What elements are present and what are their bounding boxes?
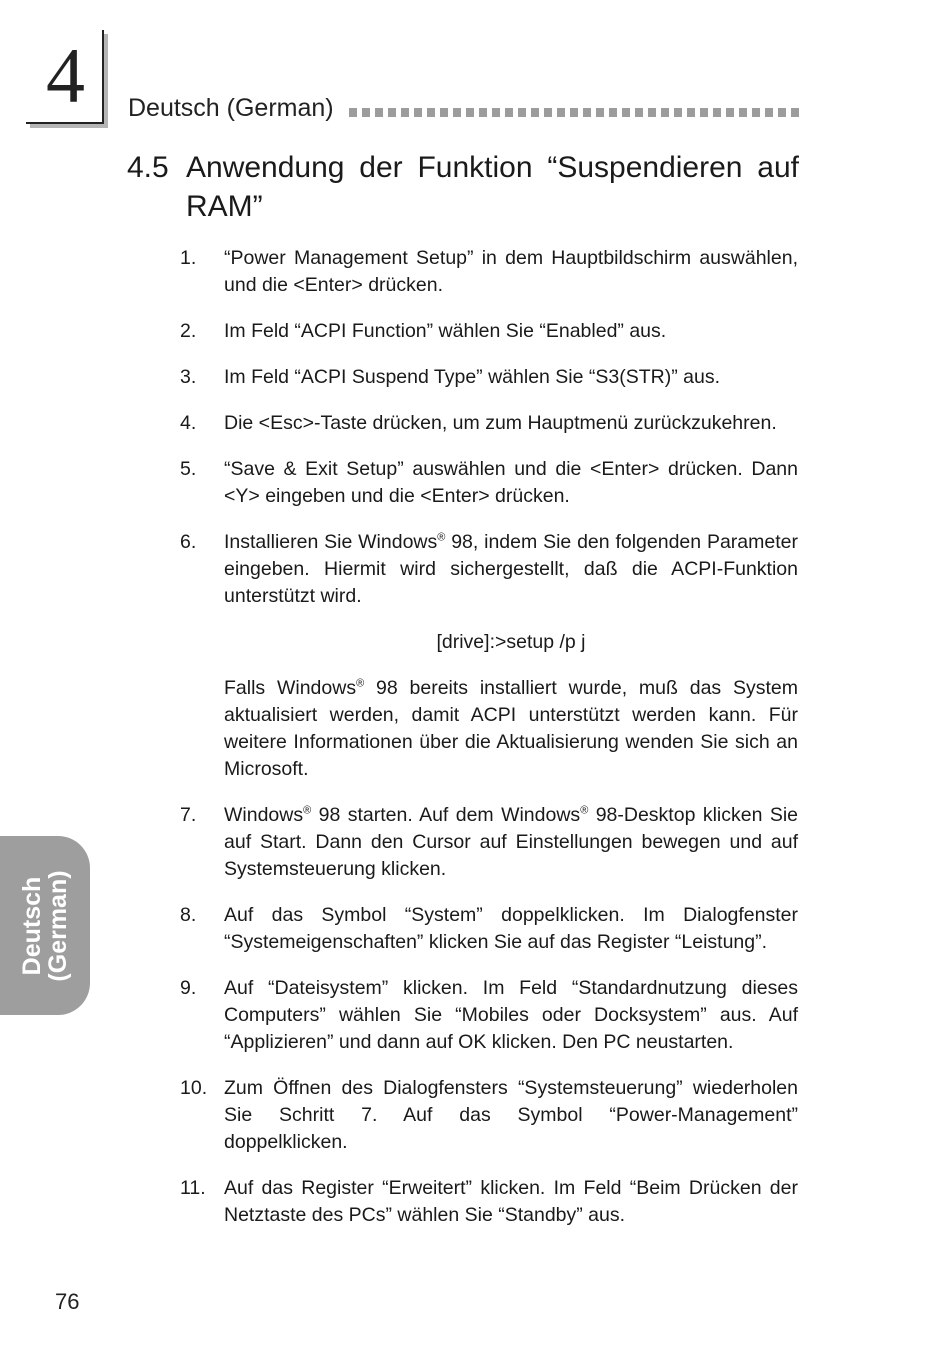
side-tab-label (19, 870, 71, 981)
step-note (224, 675, 798, 783)
step-text: Auf “Dateisystem” klicken. Im Feld “Standardnutzung dieses Computers” wählen Sie “Mobiles oder Docksystem” aus. Auf “Applizieren” und dann auf OK klicken. Den PC neustarten. (224, 977, 798, 1053)
step-item (180, 410, 798, 437)
section-title-line1: Anwendung der Funktion “Suspendieren auf (186, 151, 799, 184)
step-number: 4. (180, 412, 197, 434)
steps-list (180, 245, 798, 1248)
step-text-part: Installieren Sie Windows (224, 531, 438, 553)
step-text (224, 802, 798, 883)
step-text: Im Feld “ACPI Suspend Type” wählen Sie “S3(STR)” aus. (224, 366, 721, 388)
step-text: Auf das Symbol “System” doppelklicken. Im Dialogfenster “Systemeigenschaften” klicken Sie auf das Register “Leistung”. (224, 904, 798, 953)
step-number: 8. (180, 904, 197, 926)
step-item (180, 456, 798, 510)
step-number: 2. (180, 320, 197, 342)
step-number: 11. (180, 1177, 206, 1199)
registered-mark: ® (580, 804, 589, 817)
dot-leader (349, 108, 801, 117)
step-number: 1. (180, 247, 197, 269)
step-item (180, 529, 798, 783)
note-text-part: 98 bereits installiert wurde, muß das System aktualisiert werden, damit ACPI unterstützt werden kann. Für weitere Informationen über die Aktualisierung wenden Sie sich an Microsoft. (224, 677, 798, 780)
step-number: 9. (180, 977, 197, 999)
section-number: 4.5 (127, 151, 169, 184)
step-text-part: 98, indem Sie den folgenden Parameter eingeben. Hiermit wird sichergestellt, daß die ACPI-Funktion unterstützt wird. (224, 531, 798, 607)
step-text-part: 98-Desktop klicken Sie auf Start. Dann den Cursor auf Einstellungen bewegen und auf Systemsteuerung klicken. (224, 804, 799, 880)
step-text: Zum Öffnen des Dialogfensters “Systemsteuerung” wiederholen Sie Schritt 7. Auf das Symbol “Power-Management” doppelklicken. (224, 1077, 798, 1153)
step-number: 3. (180, 366, 197, 388)
setup-command: [drive]:>setup /p j (436, 631, 586, 653)
step-item (180, 802, 798, 883)
registered-mark: ® (356, 677, 365, 690)
step-item (180, 364, 798, 391)
step-text: Auf das Register “Erweitert” klicken. Im Feld “Beim Drücken der Netztaste des PCs” wählen Sie “Standby” aus. (224, 1177, 798, 1226)
step-text: “Save & Exit Setup” auswählen und die <Enter> drücken. Dann <Y> eingeben und die <Enter> drücken. (224, 458, 798, 507)
step-item (180, 1175, 798, 1229)
step-number: 7. (180, 804, 197, 826)
section-title-line2: RAM” (186, 190, 263, 223)
running-head: Deutsch (German) (128, 94, 334, 122)
step-number: 6. (180, 531, 197, 553)
step-item (180, 902, 798, 956)
language-side-tab (0, 836, 90, 1015)
step-text-part: 98 starten. Auf dem Windows (311, 804, 581, 826)
registered-mark: ® (303, 804, 312, 817)
step-item (180, 1075, 798, 1156)
chapter-number: 4 (46, 32, 85, 119)
note-text-part: Falls Windows (224, 677, 357, 699)
step-text-part: Windows (224, 804, 304, 826)
step-item (180, 318, 798, 345)
step-item (180, 245, 798, 299)
registered-mark: ® (437, 531, 446, 544)
step-number: 5. (180, 458, 197, 480)
side-tab-line1: Deutsch (18, 876, 46, 975)
step-text: “Power Management Setup” in dem Hauptbildschirm auswählen, und die <Enter> drücken. (224, 247, 798, 296)
side-tab-line2: (German) (44, 869, 72, 982)
step-number: 10. (180, 1077, 208, 1099)
section-title (127, 148, 799, 226)
step-text: Die <Esc>-Taste drücken, um zum Hauptmenü zurückzukehren. (224, 412, 777, 434)
page-number: 76 (55, 1289, 80, 1314)
step-text: Im Feld “ACPI Function” wählen Sie “Enabled” aus. (224, 320, 667, 342)
step-item (180, 975, 798, 1056)
step-text (224, 529, 798, 610)
